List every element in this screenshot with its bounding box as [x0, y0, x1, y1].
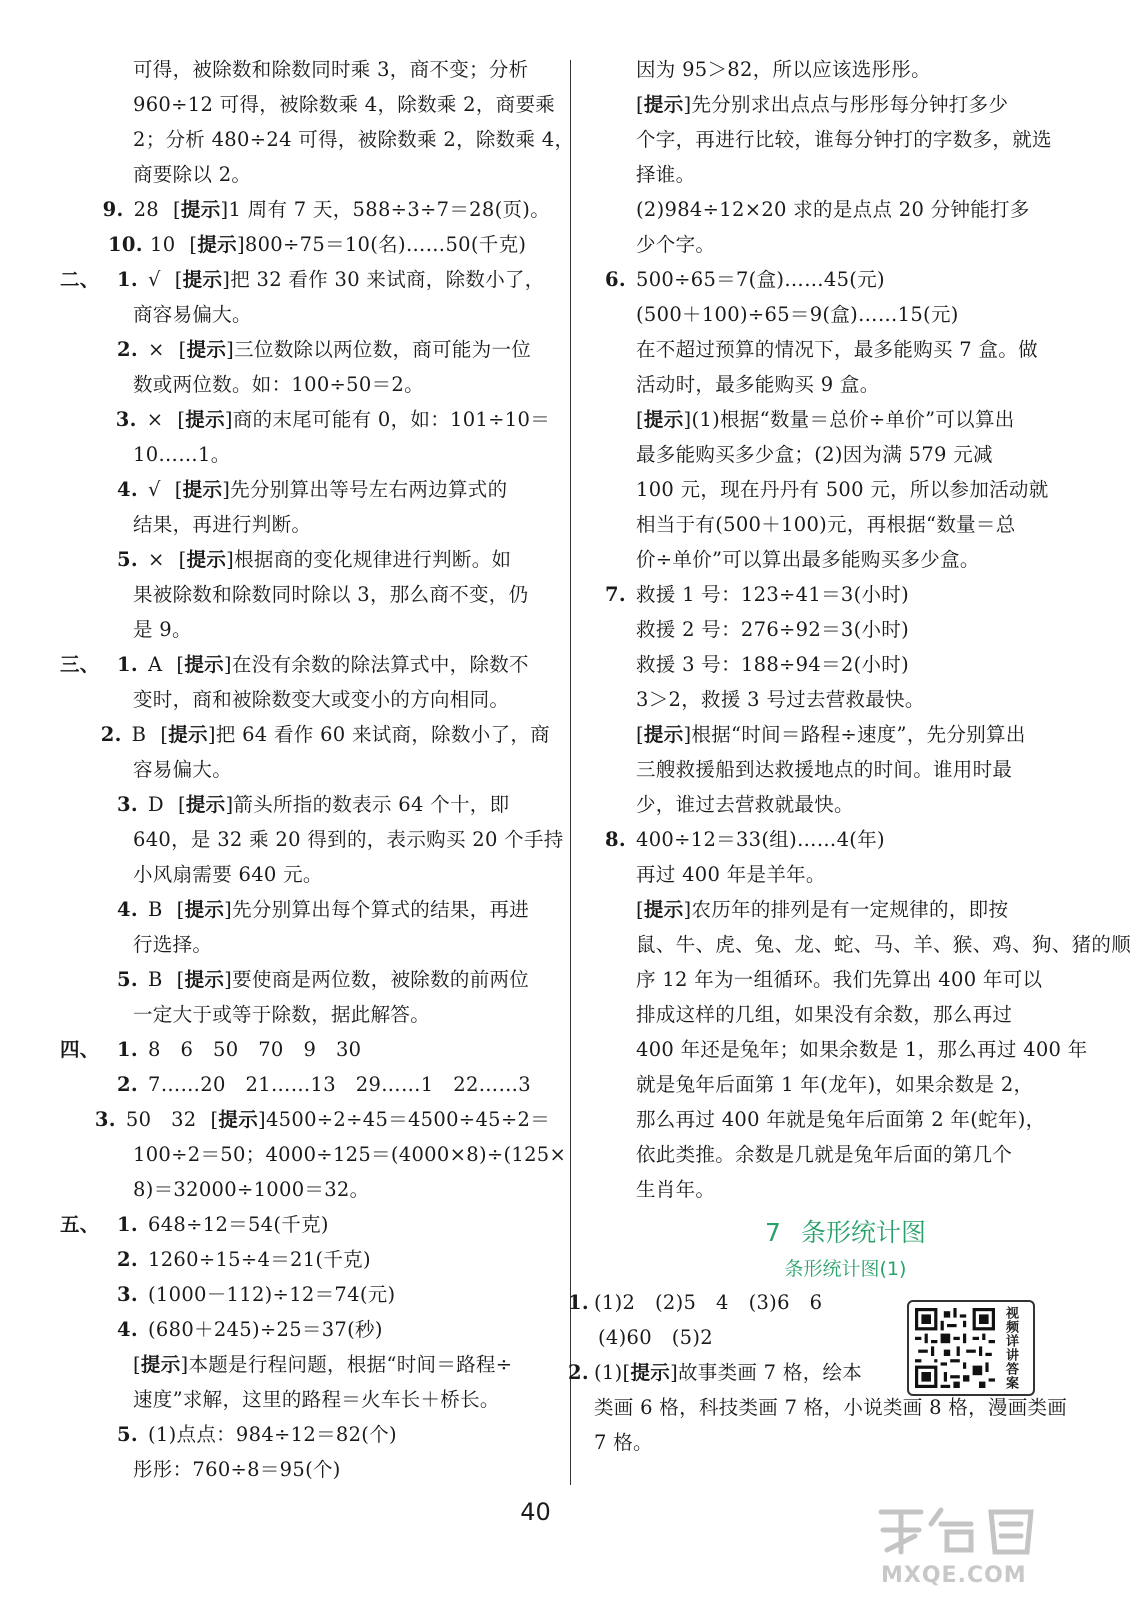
item-number: 8.: [605, 828, 626, 851]
item-number: 1.: [117, 653, 138, 676]
item-number: 7.: [605, 583, 626, 606]
r5-line: 因为 95＞82，所以应该选彤彤。: [636, 58, 931, 81]
answer: (1)2 (2)5 4 (3)6 6: [594, 1291, 823, 1314]
r8-line: 鼠、牛、虎、兔、龙、蛇、马、羊、猴、鸡、狗、猪的顺: [636, 933, 1131, 956]
hint-label: 提示: [197, 233, 237, 256]
section-label: 三、: [60, 653, 100, 676]
section-5-item-5: [60, 1417, 550, 1452]
hint-continuation: 速度”求解，这里的路程＝火车长＋桥长。: [133, 1388, 500, 1411]
hint-label: 提示: [643, 898, 684, 921]
hint-label: 提示: [182, 478, 223, 501]
r8-line: 再过 400 年是羊年。: [636, 863, 826, 886]
item-number: 9.: [102, 198, 124, 221]
section-3-item-1: 三、 1. A [提示] 在没有余数的除法算式中，除数不: [60, 647, 550, 682]
item-number: 1.: [117, 268, 138, 291]
intro-line-3: 2；分析 480÷24 可得，被除数乘 2，除数乘 4，: [133, 128, 575, 151]
hint-label: 提示: [185, 408, 225, 431]
section-4-item-1: [60, 1032, 550, 1067]
answer: A: [148, 653, 163, 676]
column-divider: [570, 60, 571, 1485]
hint-text: 商的末尾可能有 0，如：101÷10＝: [232, 408, 550, 431]
qr-code-box[interactable]: [907, 1300, 1035, 1396]
r5-line: 个字，再进行比较，谁每分钟打的字数多，就选: [636, 128, 1052, 151]
intro-line-2: 960÷12 可得，被除数乘 4，除数乘 2，商要乘: [133, 93, 556, 116]
item-number: 3.: [117, 793, 138, 816]
hint-continuation: 是 9。: [133, 618, 192, 641]
hint-label: 提示: [186, 338, 227, 361]
subchapter-heading: 条形统计图(1): [784, 1258, 907, 1280]
hint-continuation: 8)＝32000÷1000＝32。: [133, 1178, 370, 1201]
hint-continuation: 数或两位数。如：100÷50＝2。: [133, 373, 424, 396]
section-2-item-2: 2. × [提示] 三位数除以两位数，商可能为一位: [60, 332, 550, 367]
answer: B: [148, 898, 163, 921]
r8-line: 生肖年。: [636, 1178, 716, 1201]
hint-label: 提示: [168, 723, 208, 746]
item-number: 4.: [117, 1318, 138, 1341]
answer: ×: [148, 338, 165, 361]
answer: 救援 1 号：123÷41＝3(小时): [636, 583, 909, 606]
watermark-text: MXQE.COM: [881, 1563, 1027, 1588]
hint-continuation: 结果，再进行判断。: [133, 513, 312, 536]
item-number: 2.: [100, 723, 122, 746]
section-label: 五、: [60, 1213, 100, 1236]
section-label: 二、: [60, 268, 100, 291]
r8-line: 就是兔年后面第 1 年(龙年)，如果余数是 2，: [636, 1073, 1034, 1096]
hint-text: (1)根据“数量＝总价÷单价”可以算出: [691, 408, 1015, 431]
right-column: [568, 52, 1131, 1460]
section-4-item-3: 3. 50 32 [提示] 4500÷2÷45＝4500÷45÷2＝: [60, 1102, 550, 1137]
item-number: 2.: [568, 1361, 589, 1384]
watermark: [861, 1500, 1051, 1590]
r7-line: 3＞2，救援 3 号过去营救最快。: [636, 688, 925, 711]
hint-label: 提示: [185, 793, 226, 816]
section-2-item-4: 4. √ [提示] 先分别算出等号左右两边算式的: [60, 472, 550, 507]
section-2-item-3: 3. × [提示] 商的末尾可能有 0，如：101÷10＝: [60, 402, 550, 437]
hint-line: [提示](1)根据“数量＝总价÷单价”可以算出: [636, 408, 1015, 431]
item-number: 1.: [117, 1213, 138, 1236]
item-number: 5.: [117, 968, 138, 991]
hint-label: 提示: [184, 653, 224, 676]
section-3-item-5: 5. B [提示] 要使商是两位数，被除数的前两位: [60, 962, 550, 997]
answer: 28: [133, 198, 159, 221]
answer: 10: [150, 233, 176, 256]
hint-text: 把 64 看作 60 来试商，除数小了，商: [215, 723, 550, 746]
answer: 500÷65＝7(盒)……45(元): [636, 268, 885, 291]
chapter-heading: [598, 1213, 1043, 1253]
answer-continuation: (4)60 (5)2: [598, 1326, 713, 1349]
r8-line: 那么再过 400 年就是兔年后面第 2 年(蛇年)，: [636, 1108, 1046, 1131]
answer: √: [148, 478, 161, 501]
answer-item-6: [598, 262, 1043, 297]
hint-text: 三位数除以两位数，商可能为一位: [234, 338, 532, 361]
hint-text: 把 32 看作 30 来试商，除数小了，: [230, 268, 545, 291]
hint-text: 要使商是两位数，被除数的前两位: [232, 968, 530, 991]
section-3-item-2: 2. B [提示] 把 64 看作 60 来试商，除数小了，商: [60, 717, 550, 752]
item-number: 3.: [94, 1108, 116, 1131]
answer: ×: [146, 408, 164, 431]
hint-label: 提示: [140, 1353, 181, 1376]
hint-continuation: 类画 6 格，科技类画 7 格，小说类画 8 格，漫画类画: [594, 1396, 1068, 1419]
hint-line: [提示]本题是行程问题，根据“时间＝路程÷: [133, 1353, 513, 1376]
answer-item-10: 10. 10 [提示] 800÷75＝10(名)……50(千克): [60, 227, 550, 262]
hint-text: 先分别求出点点与彤彤每分钟打多少: [691, 93, 1009, 116]
section-3-item-3: 3. D [提示] 箭头所指的数表示 64 个十，即: [60, 787, 550, 822]
hint-label: 提示: [180, 198, 221, 221]
r8-line: 排成这样的几组，如果没有余数，那么再过: [636, 1003, 1013, 1026]
answer: √: [148, 268, 161, 291]
chapter-title: 条形统计图: [800, 1218, 926, 1247]
r6-line: 价÷单价”可以算出最多能购买多少盒。: [636, 548, 980, 571]
section-5-item-1: [60, 1207, 550, 1242]
hint-text: 根据商的变化规律进行判断。如: [234, 548, 512, 571]
answer-prefix: (1): [594, 1361, 623, 1384]
hint-continuation: 7 格。: [594, 1431, 653, 1454]
hint-continuation: 10……1。: [133, 443, 231, 466]
hint-continuation: 100÷2＝50；4000÷125＝(4000×8)÷(125×: [133, 1143, 567, 1166]
hint-line: [提示]根据“时间＝路程÷速度”，先分别算出: [636, 723, 1026, 746]
left-column: [60, 52, 575, 1487]
section-label: 四、: [60, 1038, 100, 1061]
item-number: 4.: [117, 898, 138, 921]
answer: B: [131, 723, 147, 746]
hint-label: 提示: [643, 93, 684, 116]
item-number: 5.: [117, 548, 138, 571]
hint-text: 本题是行程问题，根据“时间＝路程÷: [188, 1353, 513, 1376]
hint-text: 先分别算出每个算式的结果，再进: [232, 898, 530, 921]
r6-line: (500＋100)÷65＝9(盒)……15(元): [636, 303, 959, 326]
section-5-item-4: [60, 1312, 550, 1347]
hint-continuation: 小风扇需要 640 元。: [133, 863, 323, 886]
hint-label: 提示: [643, 408, 684, 431]
hint-text: 800÷75＝10(名)……50(千克): [244, 233, 527, 256]
item-number: 2.: [117, 338, 138, 361]
item-number: 5.: [117, 1423, 138, 1446]
answer-item-9: 9. 28 [提示] 1 周有 7 天，588÷3÷7＝28(页)。: [60, 192, 550, 227]
hint-label: 提示: [184, 898, 225, 921]
r6-line: 在不超过预算的情况下，最多能购买 7 盒。做: [636, 338, 1038, 361]
answer: B: [148, 968, 163, 991]
r7-line: 救援 3 号：188÷94＝2(小时): [636, 653, 909, 676]
answer: 648÷12＝54(千克): [148, 1213, 329, 1236]
hint-continuation: 果被除数和除数同时除以 3，那么商不变，仍: [133, 583, 529, 606]
intro-line-4: 商要除以 2。: [133, 163, 252, 186]
item-number: 6.: [605, 268, 626, 291]
watermark-logo-icon: [861, 1500, 1051, 1560]
answer: D: [148, 793, 164, 816]
hint-text: 4500÷2÷45＝4500÷45÷2＝: [265, 1108, 550, 1131]
hint-text: 故事类画 7 格，绘本: [677, 1361, 863, 1384]
qr-label: 视频详讲答案: [1003, 1306, 1018, 1390]
answer: (1)点点：984÷12＝82(个): [148, 1423, 397, 1446]
section-2-item-5: 5. × [提示] 根据商的变化规律进行判断。如: [60, 542, 550, 577]
r6-line: 活动时，最多能购买 9 盒。: [636, 373, 880, 396]
answer: 7……20 21……13 29……1 22……3: [148, 1073, 531, 1096]
chart-answer-item-2: 2. (1) [ 提示 ] 故事类画 7 格，绘本: [598, 1355, 1043, 1390]
section-2-item-1: 二、 1. √ [提示] 把 32 看作 30 来试商，除数小了，: [60, 262, 550, 297]
r7-line: 救援 2 号：276÷92＝3(小时): [636, 618, 909, 641]
r8-line: 400 年还是兔年；如果余数是 1，那么再过 400 年: [636, 1038, 1088, 1061]
hint-text: 在没有余数的除法算式中，除数不: [231, 653, 529, 676]
chapter-number: 7: [765, 1218, 781, 1247]
hint-text: 先分别算出等号左右两边算式的: [230, 478, 508, 501]
r5-line: 少个字。: [636, 233, 716, 256]
r8-line: 依此类推。余数是几就是兔年后面的第几个: [636, 1143, 1013, 1166]
hint-label: 提示: [218, 1108, 259, 1131]
item-number: 1.: [568, 1291, 589, 1314]
hint-text: 根据“时间＝路程÷速度”，先分别算出: [691, 723, 1026, 746]
answer: 50 32: [125, 1108, 197, 1131]
r6-line: 相当于有(500＋100)元，再根据“数量＝总: [636, 513, 1016, 536]
answer: (1000－112)÷12＝74(元): [148, 1283, 396, 1306]
hint-continuation: 变时，商和被除数变大或变小的方向相同。: [133, 688, 510, 711]
item-number: 2.: [117, 1248, 138, 1271]
hint-continuation: 行选择。: [133, 933, 213, 956]
hint-label: 提示: [643, 723, 684, 746]
hint-label: 提示: [182, 268, 223, 291]
r6-line: 100 元，现在丹丹有 500 元，所以参加活动就: [636, 478, 1049, 501]
hint-continuation: 640，是 32 乘 20 得到的，表示购买 20 个手持: [133, 828, 564, 851]
r7-line: 少，谁过去营救就最快。: [636, 793, 854, 816]
item-number: 1.: [117, 1038, 138, 1061]
hint-label: 提示: [186, 548, 227, 571]
section-5-item-3: [60, 1277, 550, 1312]
item-number: 2.: [117, 1073, 138, 1096]
section-5-item-2: [60, 1242, 550, 1277]
answer: ×: [148, 548, 165, 571]
r5-line: 择谁。: [636, 163, 696, 186]
r6-line: 最多能购买多少盒；(2)因为满 579 元减: [636, 443, 993, 466]
hint-line: [提示]农历年的排列是有一定规律的，即按: [636, 898, 1009, 921]
qr-code-icon: [915, 1308, 995, 1388]
page-number: 40: [520, 1498, 551, 1526]
hint-continuation: 商容易偏大。: [133, 303, 252, 326]
hint-text: 箭头所指的数表示 64 个十，即: [233, 793, 510, 816]
item-number: 10.: [108, 233, 143, 256]
hint-label: 提示: [630, 1361, 671, 1384]
section-3-item-4: 4. B [提示] 先分别算出每个算式的结果，再进: [60, 892, 550, 927]
r8-line: 序 12 年为一组循环。我们先算出 400 年可以: [636, 968, 1043, 991]
answer: 1260÷15÷4＝21(千克): [148, 1248, 371, 1271]
hint-line: [提示]先分别求出点点与彤彤每分钟打多少: [636, 93, 1009, 116]
intro-line-1: 可得，被除数和除数同时乘 3，商不变；分析: [133, 58, 529, 81]
answer-item-8: [598, 822, 1043, 857]
hint-continuation: 容易偏大。: [133, 758, 233, 781]
hint-label: 提示: [184, 968, 225, 991]
answer: 8 6 50 70 9 30: [148, 1038, 362, 1061]
answer-continuation: 彤彤：760÷8＝95(个): [133, 1458, 341, 1481]
r7-line: 三艘救援船到达救援地点的时间。谁用时最: [636, 758, 1013, 781]
hint-text: 1 周有 7 天，588÷3÷7＝28(页)。: [228, 198, 550, 221]
section-4-item-2: [60, 1067, 550, 1102]
item-number: 3.: [117, 1283, 138, 1306]
item-number: 3.: [115, 408, 137, 431]
hint-text: 农历年的排列是有一定规律的，即按: [691, 898, 1009, 921]
answer-item-7: [598, 577, 1043, 612]
r5-line: (2)984÷12×20 求的是点点 20 分钟能打多: [636, 198, 1030, 221]
answer: (680＋245)÷25＝37(秒): [148, 1318, 383, 1341]
item-number: 4.: [117, 478, 138, 501]
hint-continuation: 一定大于或等于除数，据此解答。: [133, 1003, 431, 1026]
answer: 400÷12＝33(组)……4(年): [636, 828, 885, 851]
